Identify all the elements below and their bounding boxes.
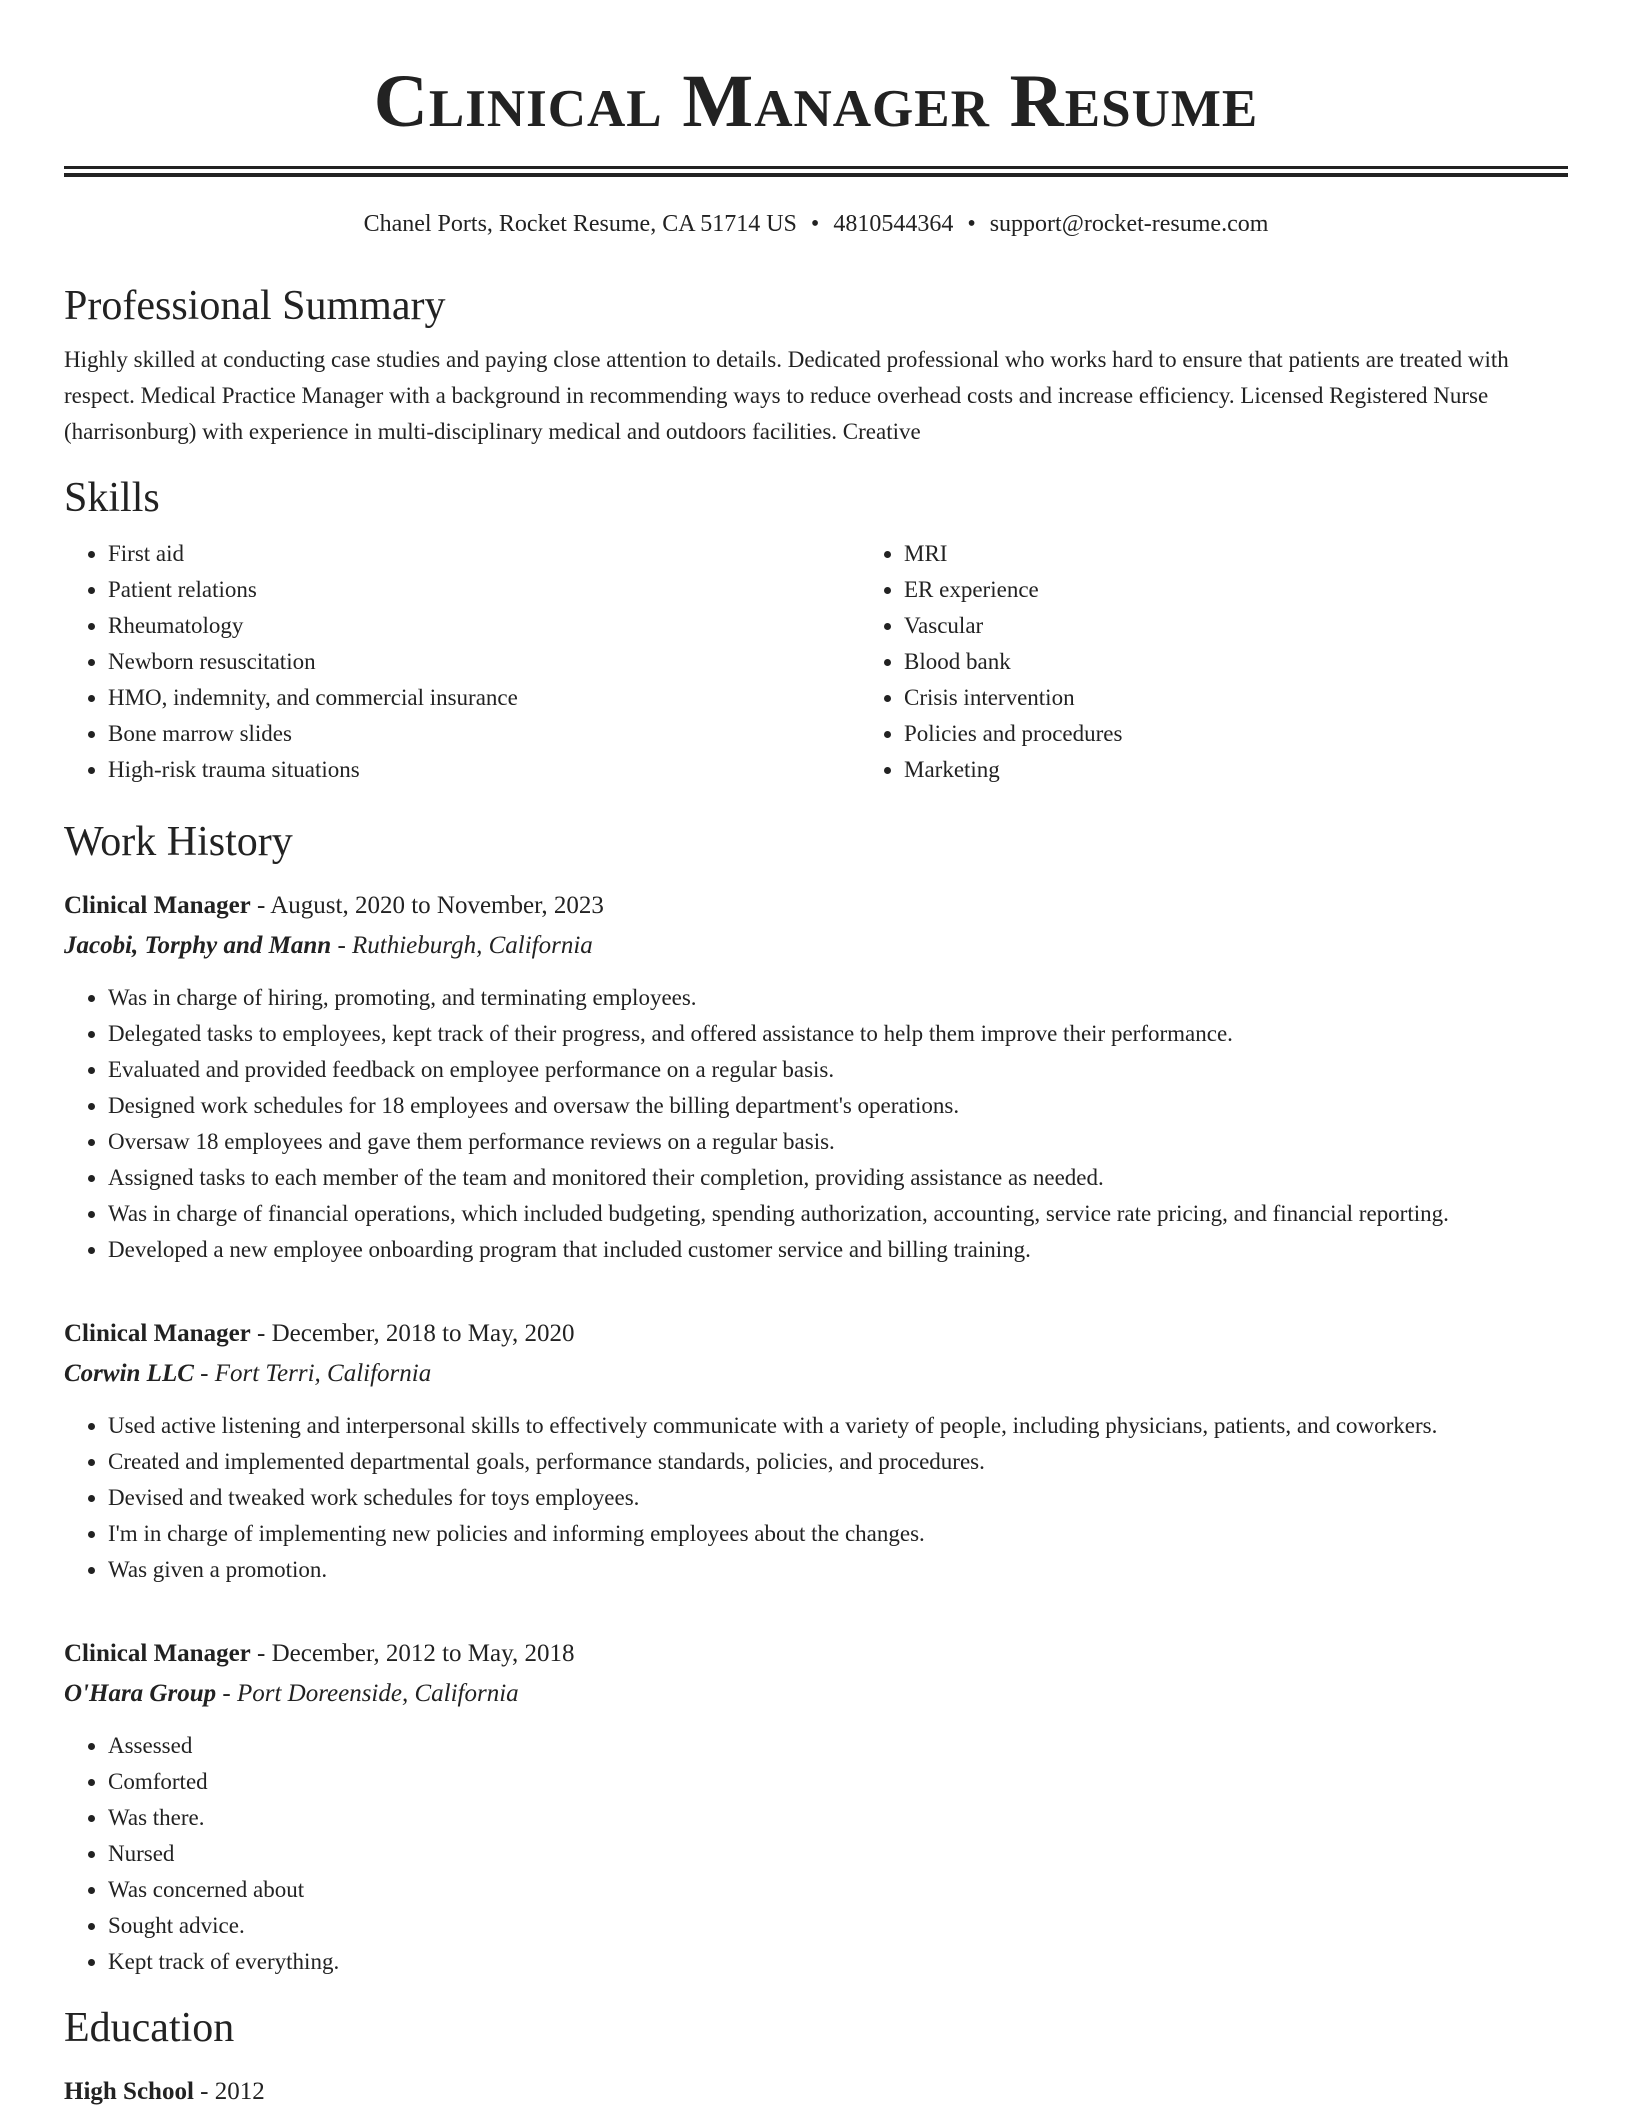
job-bullet-list (64, 980, 1568, 1268)
contact-email: support@rocket-resume.com (989, 211, 1269, 237)
job-company-dash: - (331, 932, 353, 959)
skills-heading: Skills (64, 475, 160, 521)
skill-item: • Bone marrow slides (108, 716, 860, 752)
job-bullet: • Assigned tasks to each member of the team and monitored their completion, providing assistance as needed. (108, 1160, 1568, 1196)
job-title-dash: - (250, 892, 271, 919)
job-title-line (64, 1316, 1568, 1352)
contact-address: Chanel Ports, Rocket Resume, CA 51714 US (363, 211, 797, 237)
job-entry (64, 888, 1568, 1268)
job-dates: December, 2018 to May, 2020 (271, 1320, 575, 1347)
job-company: O'Hara Group (64, 1680, 217, 1707)
job-company-line (64, 928, 1568, 964)
job-bullet: • Used active listening and interpersonal skills to effectively communicate with a variety of people, including physicians, patients, and coworkers. (108, 1408, 1568, 1444)
education-heading: Education (64, 2005, 235, 2051)
skill-item: • Vascular (904, 608, 1632, 644)
job-bullet: • Was concerned about (108, 1872, 1568, 1908)
job-bullet-list (64, 1408, 1568, 1588)
skill-item: • Policies and procedures (904, 716, 1632, 752)
job-role: Clinical Manager (64, 1320, 251, 1347)
summary-heading: Professional Summary (64, 283, 446, 329)
job-title-line (64, 888, 1568, 924)
job-role: Clinical Manager (64, 1640, 251, 1667)
page-title: Clinical Manager Resume (373, 60, 1259, 143)
title-divider-bottom (64, 173, 1568, 177)
job-bullet: • Sought advice. (108, 1908, 1568, 1944)
job-bullet: • Was given a promotion. (108, 1552, 1568, 1588)
education-degree: High School (64, 2078, 194, 2105)
job-bullet: • Delegated tasks to employees, kept track of their progress, and offered assistance to help them improve their performance. (108, 1016, 1568, 1052)
job-bullet: • Was in charge of financial operations, which included budgeting, spending authorization, accounting, service rate pricing, and financial reporting. (108, 1196, 1568, 1232)
job-location: Port Doreenside, California (236, 1680, 519, 1707)
job-company-line (64, 1356, 1568, 1392)
education-separator: - (193, 2078, 215, 2105)
education-year: 2012 (214, 2078, 265, 2105)
skill-item: • Blood bank (904, 644, 1632, 680)
job-location: Fort Terri, California (214, 1360, 432, 1387)
job-bullet: • Developed a new employee onboarding program that included customer service and billing training. (108, 1232, 1568, 1268)
job-company: Corwin LLC (64, 1360, 194, 1387)
job-bullet-list (64, 1728, 1568, 1980)
skill-item: • HMO, indemnity, and commercial insurance (108, 680, 860, 716)
title-divider-top (64, 166, 1568, 169)
skill-item: • Rheumatology (108, 608, 860, 644)
job-company-dash: - (193, 1360, 215, 1387)
skill-item: • MRI (904, 536, 1632, 572)
job-bullet: • Comforted (108, 1764, 1568, 1800)
skills-list-left (64, 536, 860, 788)
contact-separator: • (967, 211, 976, 237)
education-section (64, 2074, 1568, 2110)
contact-line (64, 208, 1568, 240)
job-bullet: • Nursed (108, 1836, 1568, 1872)
education-entry (64, 2074, 1568, 2110)
job-bullet: • Was there. (108, 1800, 1568, 1836)
summary-text: Highly skilled at conducting case studies and paying close attention to details. Dedicated professional who works hard to ensure that patients are treated with respect. Medical Practice Manager with a background in recommending ways to reduce overhead costs and increase efficiency. Licensed Registered Nurse (harrisonburg) with experience in multi-disciplinary medical and outdoors facilities. Creative (64, 347, 1509, 444)
job-bullet: • Devised and tweaked work schedules for toys employees. (108, 1480, 1568, 1516)
job-entry (64, 1316, 1568, 1588)
work-history-section (64, 888, 1568, 1980)
job-company: Jacobi, Torphy and Mann (64, 932, 332, 959)
job-bullet: • Evaluated and provided feedback on employee performance on a regular basis. (108, 1052, 1568, 1088)
skill-item: • Crisis intervention (904, 680, 1632, 716)
job-bullet: • Assessed (108, 1728, 1568, 1764)
job-title-line (64, 1636, 1568, 1672)
skill-item: • High-risk trauma situations (108, 752, 860, 788)
skills-section (64, 536, 1568, 788)
job-company-dash: - (216, 1680, 237, 1707)
skill-item: • Newborn resuscitation (108, 644, 860, 680)
job-entry (64, 1636, 1568, 1980)
contact-phone: 4810544364 (833, 211, 954, 237)
job-location: Ruthieburgh, California (352, 932, 593, 959)
job-bullet: • Created and implemented departmental goals, performance standards, policies, and procedures. (108, 1444, 1568, 1480)
job-bullet: • Designed work schedules for 18 employees and oversaw the billing department's operations. (108, 1088, 1568, 1124)
contact-separator: • (810, 211, 820, 237)
job-role: Clinical Manager (64, 892, 251, 919)
job-bullet: • Oversaw 18 employees and gave them performance reviews on a regular basis. (108, 1124, 1568, 1160)
job-bullet: • Kept track of everything. (108, 1944, 1568, 1980)
skill-item: • ER experience (904, 572, 1632, 608)
job-company-line (64, 1676, 1568, 1712)
skill-item: • Marketing (904, 752, 1632, 788)
skills-list-right (860, 536, 1632, 788)
job-dates: December, 2012 to May, 2018 (271, 1640, 575, 1667)
job-title-dash: - (250, 1320, 272, 1347)
job-dates: August, 2020 to November, 2023 (270, 892, 604, 919)
job-bullet: • I'm in charge of implementing new policies and informing employees about the changes. (108, 1516, 1568, 1552)
job-title-dash: - (250, 1640, 272, 1667)
work-history-heading: Work History (64, 819, 293, 865)
job-bullet: • Was in charge of hiring, promoting, and terminating employees. (108, 980, 1568, 1016)
skill-item: • First aid (108, 536, 860, 572)
skill-item: • Patient relations (108, 572, 860, 608)
